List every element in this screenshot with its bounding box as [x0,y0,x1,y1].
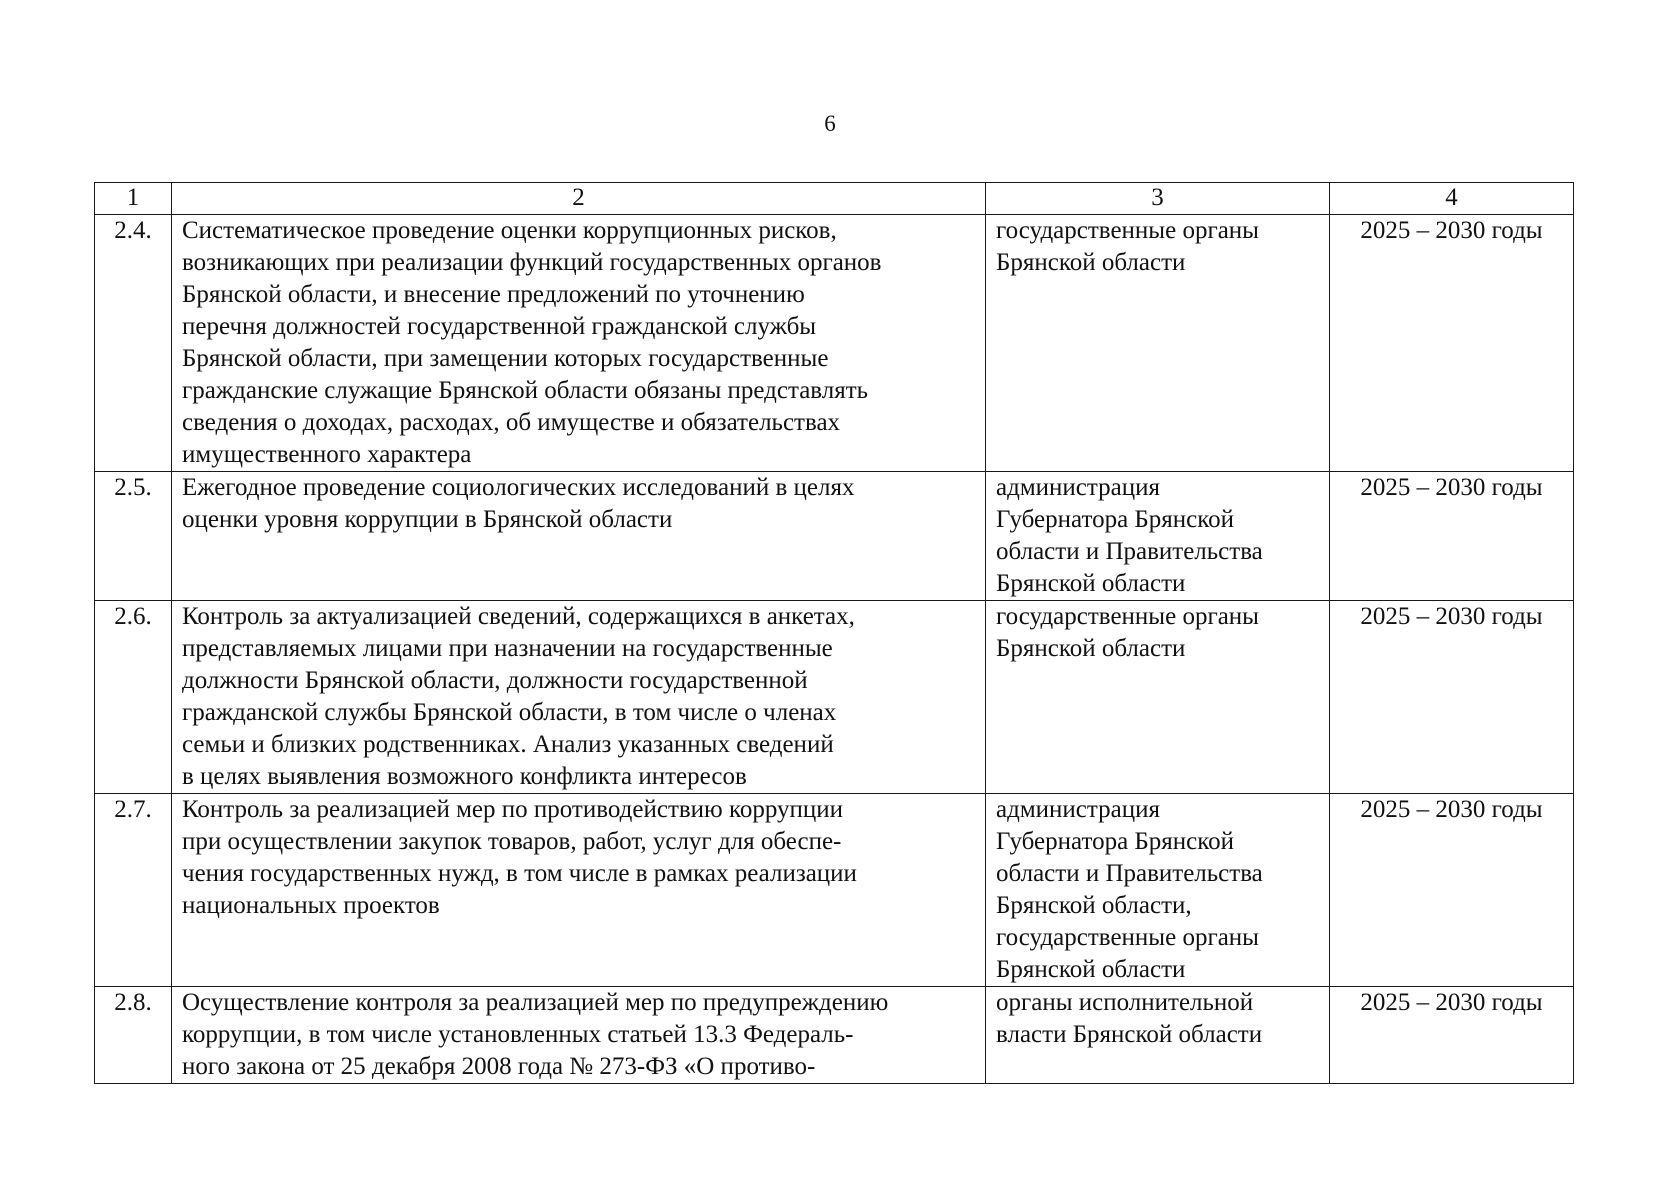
table-row [95,987,1574,1084]
column-header-4: 4 [1330,183,1574,215]
period-text: 2025 – 2030 годы [1330,472,1574,601]
measure-text: Контроль за актуализацией сведений, содержащихся в анкетах, представляемых лицами при назначении на государственные должности Брянской области, должности государственной гражданской службы Брянской области, в том числе о членах семьи и близких родственниках. Анализ указанных сведений в целях выявления возможного конфликта интересов [172,601,986,794]
item-number: 2.7. [95,794,172,987]
measures-table [94,182,1574,1084]
table-row [95,215,1574,472]
item-number: 2.4. [95,215,172,472]
item-number: 2.6. [95,601,172,794]
executor-text: государственные органы Брянской области [986,601,1330,794]
measure-text: Контроль за реализацией мер по противодействию коррупции при осуществлении закупок товаров, работ, услуг для обеспе- чения государственных нужд, в том числе в рамках реализации национальных проектов [172,794,986,987]
executor-text: администрация Губернатора Брянской области и Правительства Брянской области, государственные органы Брянской области [986,794,1330,987]
table-row [95,794,1574,987]
table-row [95,472,1574,601]
executor-text: органы исполнительной власти Брянской области [986,987,1330,1084]
table-header-row [95,183,1574,215]
period-text: 2025 – 2030 годы [1330,215,1574,472]
period-text: 2025 – 2030 годы [1330,794,1574,987]
item-number: 2.8. [95,987,172,1084]
executor-text: администрация Губернатора Брянской области и Правительства Брянской области [986,472,1330,601]
table-row [95,601,1574,794]
column-header-2: 2 [172,183,986,215]
period-text: 2025 – 2030 годы [1330,987,1574,1084]
measure-text: Осуществление контроля за реализацией мер по предупреждению коррупции, в том числе установленных статьей 13.3 Федераль- ного закона от 25 декабря 2008 года № 273-ФЗ «О противо- [172,987,986,1084]
page-number: 6 [824,111,836,136]
column-header-3: 3 [986,183,1330,215]
column-header-1: 1 [95,183,172,215]
measure-text: Систематическое проведение оценки коррупционных рисков, возникающих при реализации функций государственных органов Брянской области, и внесение предложений по уточнению перечня должностей государственной гражданской службы Брянской области, при замещении которых государственные гражданские служащие Брянской области обязаны представлять сведения о доходах, расходах, об имуществе и обязательствах имущественного характера [172,215,986,472]
item-number: 2.5. [95,472,172,601]
period-text: 2025 – 2030 годы [1330,601,1574,794]
executor-text: государственные органы Брянской области [986,215,1330,472]
measure-text: Ежегодное проведение социологических исследований в целях оценки уровня коррупции в Брянской области [172,472,986,601]
